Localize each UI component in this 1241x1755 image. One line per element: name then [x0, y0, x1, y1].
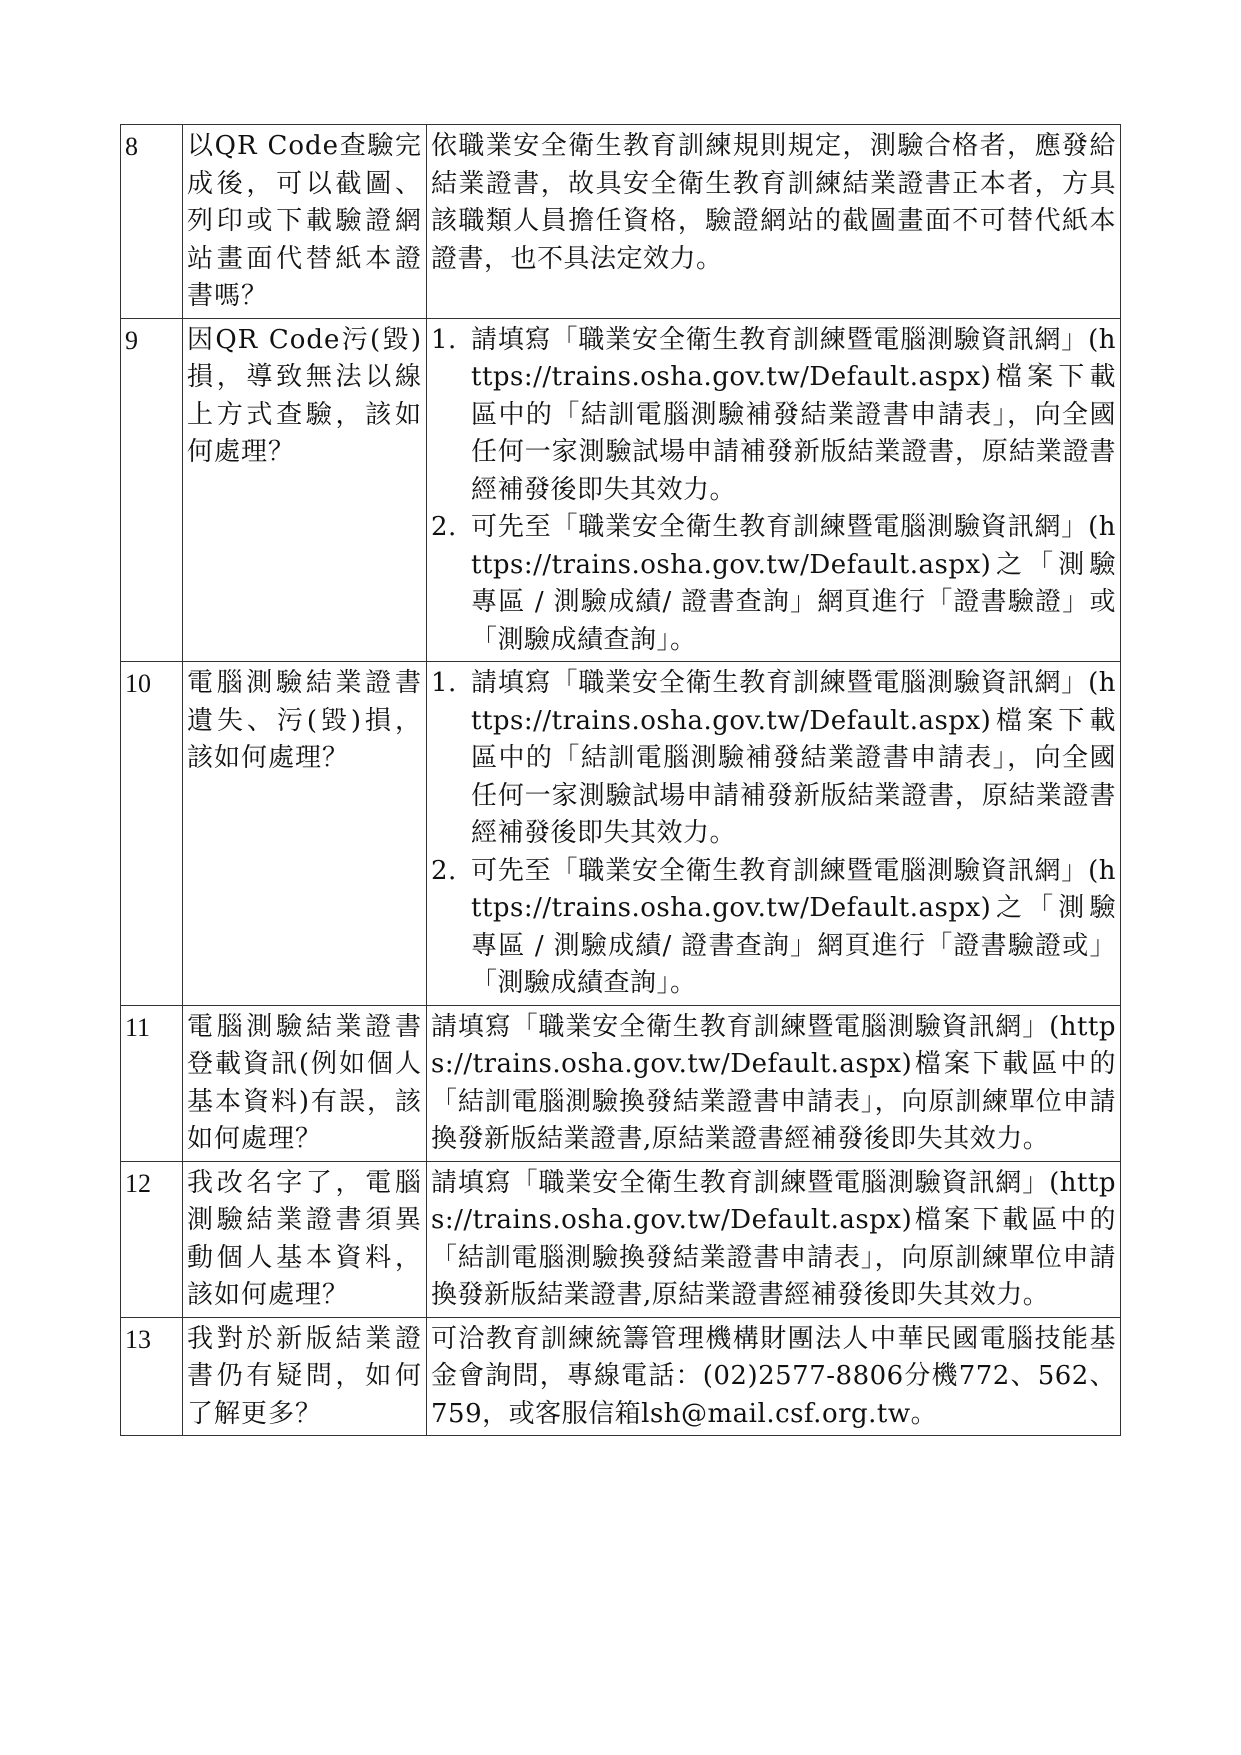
answer-list — [431, 322, 1116, 660]
faq-row — [121, 662, 1121, 1006]
item-number: 1. — [431, 668, 457, 698]
faq-number: 12 — [121, 1161, 183, 1317]
item-text: 可先至「職業安全衛生教育訓練暨電腦測驗資訊網」(https://trains.osha.gov.tw/Default.aspx)之「測驗專區 / 測驗成績/ 證書查詢」網頁進行「證書驗證或」「測驗成績查詢」。 — [471, 855, 1116, 998]
faq-number: 8 — [121, 125, 183, 319]
faq-row — [121, 318, 1121, 662]
answer-item — [431, 853, 1116, 1003]
faq-question: 我對於新版結業證書仍有疑問，如何了解更多？ — [183, 1317, 427, 1436]
faq-row — [121, 1161, 1121, 1317]
answer-item — [431, 509, 1116, 659]
item-text: 可先至「職業安全衛生教育訓練暨電腦測驗資訊網」(https://trains.osha.gov.tw/Default.aspx)之「測驗專區 / 測驗成績/ 證書查詢」網頁進行「證書驗證」或「測驗成績查詢」。 — [471, 512, 1116, 655]
faq-question: 電腦測驗結業證書登載資訊(例如個人基本資料)有誤，該如何處理？ — [183, 1005, 427, 1161]
faq-number: 9 — [121, 318, 183, 662]
faq-question: 因QR Code污(毀)損，導致無法以線上方式查驗，該如何處理？ — [183, 318, 427, 662]
faq-answer: 請填寫「職業安全衛生教育訓練暨電腦測驗資訊網」(https://trains.osha.gov.tw/Default.aspx)檔案下載區中的「結訓電腦測驗換發結業證書申請表」，向原訓練單位申請換發新版結業證書,原結業證書經補發後即失其效力。 — [427, 1161, 1121, 1317]
item-number: 1. — [431, 324, 457, 355]
faq-question: 我改名字了，電腦測驗結業證書須異動個人基本資料，該如何處理？ — [183, 1161, 427, 1317]
faq-row — [121, 125, 1121, 319]
answer-item — [431, 665, 1116, 853]
item-text: 請填寫「職業安全衛生教育訓練暨電腦測驗資訊網」(https://trains.osha.gov.tw/Default.aspx)檔案下載區中的「結訓電腦測驗補發結業證書申請表」，向全國任何一家測驗試場申請補發新版結業證書，原結業證書經補發後即失其效力。 — [471, 668, 1116, 848]
document-page — [120, 124, 1120, 1436]
faq-answer: 可洽教育訓練統籌管理機構財團法人中華民國電腦技能基金會詢問，專線電話：(02)2577-8806分機772、562、759，或客服信箱lsh@mail.csf.org.tw。 — [427, 1317, 1121, 1436]
item-text: 請填寫「職業安全衛生教育訓練暨電腦測驗資訊網」(https://trains.osha.gov.tw/Default.aspx)檔案下載區中的「結訓電腦測驗補發結業證書申請表」，向全國任何一家測驗試場申請補發新版結業證書，原結業證書經補發後即失其效力。 — [471, 324, 1116, 505]
answer-list — [431, 665, 1116, 1003]
faq-answer: 請填寫「職業安全衛生教育訓練暨電腦測驗資訊網」(https://trains.osha.gov.tw/Default.aspx)檔案下載區中的「結訓電腦測驗換發結業證書申請表」，向原訓練單位申請換發新版結業證書,原結業證書經補發後即失其效力。 — [427, 1005, 1121, 1161]
answer-item — [431, 322, 1116, 510]
faq-question: 電腦測驗結業證書遺失、污(毀)損，該如何處理？ — [183, 662, 427, 1006]
faq-number: 10 — [121, 662, 183, 1006]
faq-row — [121, 1317, 1121, 1436]
faq-number: 13 — [121, 1317, 183, 1436]
faq-row — [121, 1005, 1121, 1161]
item-number: 2. — [431, 855, 457, 886]
faq-question: 以QR Code查驗完成後，可以截圖、列印或下載驗證網站畫面代替紙本證書嗎？ — [183, 125, 427, 319]
faq-table — [120, 124, 1121, 1436]
faq-number: 11 — [121, 1005, 183, 1161]
faq-answer: 依職業安全衛生教育訓練規則規定，測驗合格者，應發給結業證書，故具安全衛生教育訓練結業證書正本者，方具該職類人員擔任資格，驗證網站的截圖畫面不可替代紙本證書，也不具法定效力。 — [427, 125, 1121, 319]
item-number: 2. — [431, 512, 457, 542]
faq-answer — [427, 662, 1121, 1006]
faq-answer — [427, 318, 1121, 662]
